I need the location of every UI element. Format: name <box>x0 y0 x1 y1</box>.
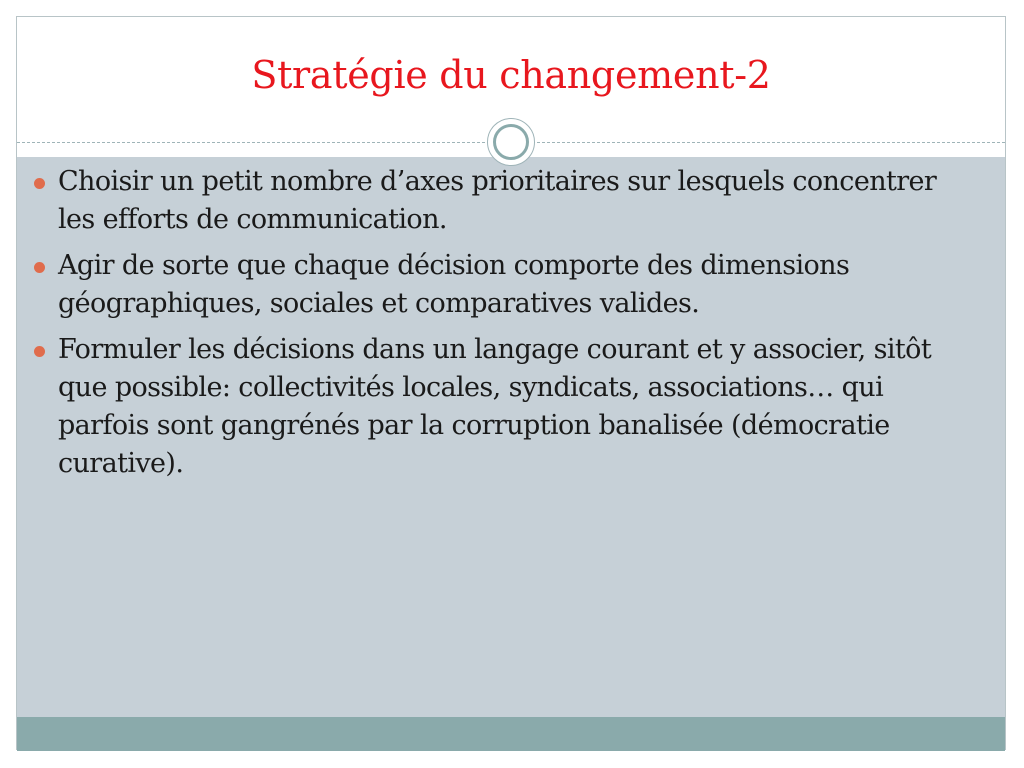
slide-title: Stratégie du changement-2 <box>251 53 771 97</box>
footer-band <box>17 717 1005 751</box>
bullet-dot-icon <box>34 178 45 189</box>
ring-inner <box>493 124 529 160</box>
bullet-item <box>34 163 954 239</box>
bullet-item <box>34 331 954 483</box>
bullet-list <box>34 163 954 491</box>
bullet-dot-icon <box>34 346 45 357</box>
bullet-text: Agir de sorte que chaque décision comporte des dimensions géographiques, sociales et comparatives valides. <box>58 250 850 319</box>
bullet-dot-icon <box>34 262 45 273</box>
bullet-text: Choisir un petit nombre d’axes prioritaires sur lesquels concentrer les efforts de communication. <box>58 166 937 235</box>
ring-icon <box>487 118 535 166</box>
bullet-text: Formuler les décisions dans un langage courant et y associer, sitôt que possible: collectivités locales, syndicats, associations… qui parfois sont gangrénés par la corruption banalisée (démocratie curative). <box>58 334 932 479</box>
bullet-item <box>34 247 954 323</box>
